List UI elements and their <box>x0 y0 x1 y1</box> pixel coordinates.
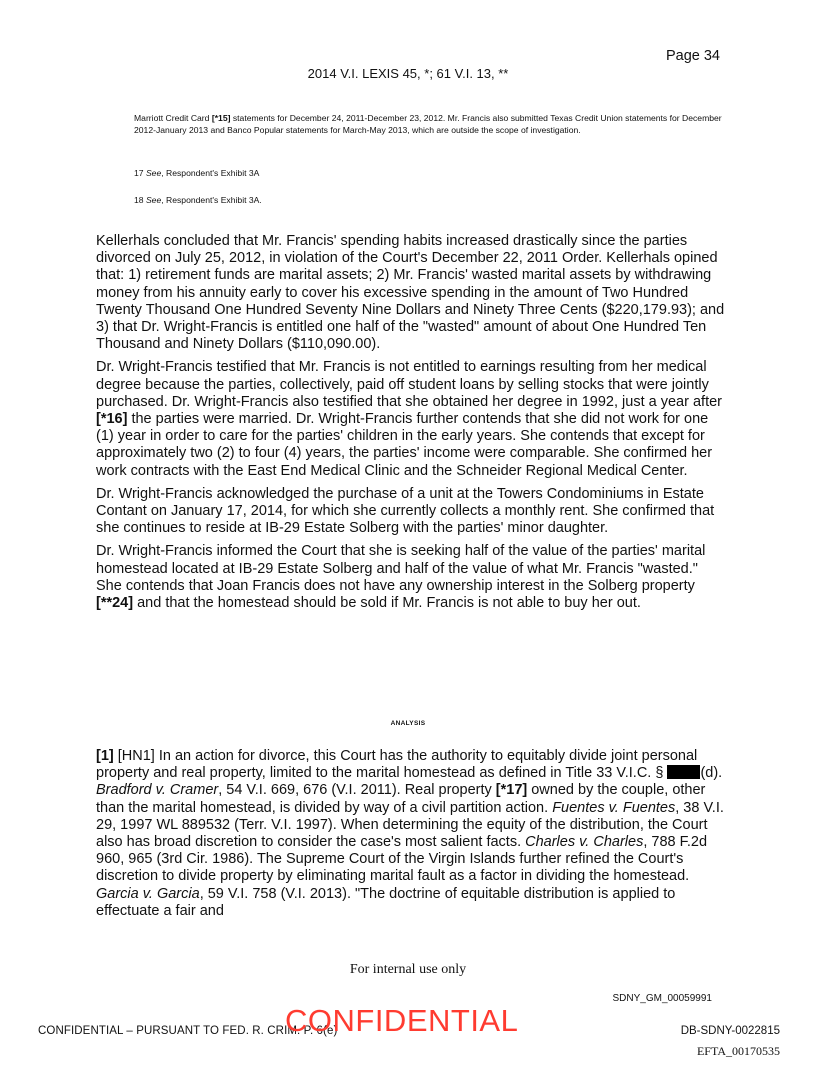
running-head: 2014 V.I. LEXIS 45, *; 61 V.I. 13, ** <box>307 66 509 81</box>
paragraph-kellerhals: Kellerhals concluded that Mr. Francis' spending habits increased drastically since the parties divorced on July 25, 2012, in violation of the Court's December 22, 2011 Order. Kellerhals opined that: 1) retirement funds are marital assets; 2) Mr. Francis' wasted marital assets by withdrawing money from his annuity early to cover his excessive spending in the amount of Two Hundred Twenty Thousand One Hundred Seventy Nine Dollars and Ninety Three Cents ($220,179.93); and 3) that Dr. Wright-Francis is entitled one half of the "wasted" amount of about One Hundred Ten Thousand and Ninety Dollars ($110,090.00). <box>96 233 725 353</box>
redaction-box <box>667 765 700 779</box>
paragraph-homestead: Dr. Wright-Francis informed the Court that she is seeking half of the value of the parties' marital homestead located at IB-29 Estate Solberg and half of the value of what Mr. Francis "wasted." She contends that Joan Francis does not have any ownership interest in the Solberg property [**24] and that the homestead should be sold if Mr. Francis is not able to buy her out. <box>96 543 706 612</box>
case-name: Bradford v. Cramer <box>96 782 219 799</box>
star-page-marker: [*16] <box>96 411 128 428</box>
footnote-18 <box>134 195 724 207</box>
footnote-number: 17 <box>134 168 146 178</box>
bates-number-db: DB-SDNY-0022815 <box>680 1025 780 1037</box>
star-page-marker: [**24] <box>96 595 134 612</box>
confidential-stamp: CONFIDENTIAL <box>285 1003 519 1038</box>
star-page-marker: [*17] <box>495 782 528 799</box>
case-name: Garcia v. Garcia <box>96 885 200 902</box>
body-analysis <box>96 748 726 926</box>
footnote-17 <box>134 168 724 180</box>
paragraph-condominium: Dr. Wright-Francis acknowledged the purchase of a unit at the Towers Condominiums in Estate Contant on January 17, 2014, for which she currently collects a monthly rent. She confirmed that she continues to reside at IB-29 Estate Solberg with the parties' minor daughter. <box>96 485 715 537</box>
case-name: Fuentes v. Fuentes <box>552 799 676 816</box>
footnote-text: , Respondent's Exhibit 3A <box>161 168 260 178</box>
star-page-marker: [*15] <box>211 113 231 123</box>
body-upper <box>96 233 726 618</box>
footnote-continuation <box>134 113 724 136</box>
paragraph-testimony: Dr. Wright-Francis testified that Mr. Francis is not entitled to earnings resulting from her medical degree because the parties, collectively, paid off student loans by selling stocks that were jointly purchased. Dr. Wright-Francis also testified that she obtained her degree in 1992, just a year after [*16] the parties were married. Dr. Wright-Francis further contends that she did not work for one (1) year in order to care for the parties' children in the early years. She contends that except for approximately two (2) to four (4) years, the parties' income were comparable. She confirmed her work contracts with the East End Medical Clinic and the Schneider Regional Medical Center. <box>96 359 722 479</box>
footnote-number: 18 <box>134 195 146 205</box>
headnote-marker: [1] <box>96 748 114 764</box>
footnote-text: , Respondent's Exhibit 3A. <box>161 195 262 205</box>
footnote-signal: See <box>145 168 162 178</box>
efta-number: EFTA_00170535 <box>696 1044 780 1058</box>
analysis-heading: ANALYSIS <box>390 720 426 727</box>
bates-number-sdny: SDNY_GM_00059991 <box>612 993 712 1004</box>
footnote-text: Marriott Credit Card <box>134 113 212 123</box>
case-name: Charles v. Charles <box>525 834 644 851</box>
paragraph-analysis: [1] [HN1] In an action for divorce, this Court has the authority to equitably divide joint personal property and real property, limited to the marital homestead as defined in Title 33 V.I.C. § (d). Bradford v. Cramer, 54 V.I. 669, 676 (V.I. 2011). Real property [*17] owned by the couple, other than the marital homestead, is divided by way of a civil partition action. Fuentes v. Fuentes, 38 V.I. 29, 1997 WL 889532 (Terr. V.I. 1997). When determining the equity of the distribution, the Court also has broad discretion to consider the case's most salient facts. Charles v. Charles, 788 F.2d 960, 965 (3rd Cir. 1986). The Supreme Court of the Virgin Islands further refined the Court's discretion to divide property by eliminating marital fault as a factor in dividing the homestead. Garcia v. Garcia, 59 V.I. 758 (V.I. 2013). "The doctrine of equitable distribution is applied to effectuate a fair and <box>96 748 724 919</box>
footnote-text: statements for December 24, 2011-December 23, 2012. Mr. Francis also submitted Texas Credit Union statements for December 2012-January 2013 and Banco Popular statements for March-May 2013, which are outside the scope of investigation. <box>134 113 722 135</box>
page-number: Page 34 <box>665 48 720 64</box>
confidentiality-legend: CONFIDENTIAL – PURSUANT TO FED. R. CRIM. P. 6(e) <box>38 1025 338 1037</box>
footnote-signal: See <box>145 195 162 205</box>
internal-use-notice: For internal use only <box>349 962 467 977</box>
